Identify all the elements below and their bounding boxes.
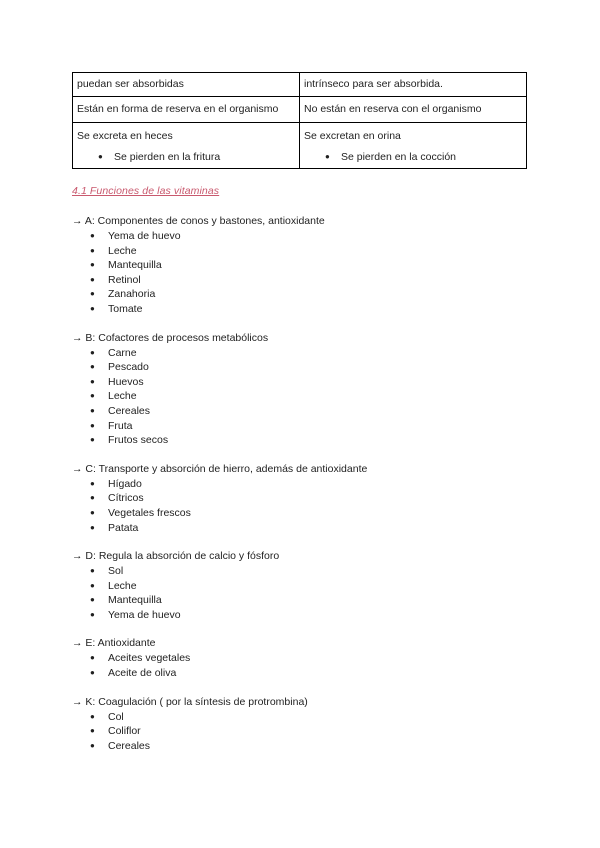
- list-item: [72, 287, 532, 302]
- list-item: [72, 433, 532, 448]
- list-item-text: Huevos: [108, 375, 144, 388]
- bullet-icon: ●: [90, 609, 95, 619]
- list-item: [72, 651, 532, 666]
- food-list: [72, 710, 532, 754]
- bullet-icon: ●: [90, 289, 95, 299]
- list-item-text: Mantequilla: [108, 259, 162, 272]
- bullet-icon: ●: [90, 668, 95, 678]
- bullet-icon: ●: [90, 740, 95, 750]
- list-item-text: Yema de huevo: [108, 230, 181, 242]
- list-item-text: Carne: [108, 346, 137, 359]
- bullet-icon: ●: [90, 653, 95, 663]
- list-item-text: Patata: [108, 521, 139, 534]
- cell-text: Se excretan en orina: [304, 130, 401, 142]
- list-item-text: Yema de huevo: [108, 608, 181, 621]
- list-item-text: Vegetales frescos: [108, 506, 191, 519]
- list-item: [72, 710, 532, 725]
- list-item: [72, 404, 532, 419]
- list-item-text: Col: [108, 710, 124, 723]
- bullet-icon: ●: [90, 231, 95, 240]
- list-item: [72, 724, 532, 739]
- bullet-icon: ●: [90, 435, 95, 445]
- table-row: [73, 73, 527, 97]
- list-item: [72, 521, 532, 536]
- vitamin-heading: → K: Coagulación ( por la síntesis de protrombina): [72, 695, 308, 708]
- vitamin-heading: → E: Antioxidante: [72, 637, 156, 650]
- list-item-text: Fruta: [108, 419, 133, 432]
- list-item: [72, 579, 532, 594]
- list-item-text: Mantequilla: [108, 594, 162, 607]
- list-item-text: Hígado: [108, 477, 142, 490]
- list-item: [72, 491, 532, 506]
- list-item-text: Retinol: [108, 273, 141, 286]
- bullet-icon: ●: [90, 303, 95, 313]
- list-item: [72, 258, 532, 273]
- cell-bullet-item: [77, 149, 295, 165]
- vitamin-heading: → A: Componentes de conos y bastones, antioxidante: [72, 215, 325, 227]
- list-item: [72, 477, 532, 492]
- vitamin-sections: [72, 214, 532, 767]
- vitamin-section: [72, 636, 532, 680]
- bullet-icon: ●: [90, 478, 95, 488]
- bullet-icon: ●: [90, 507, 95, 517]
- list-item-text: Cereales: [108, 739, 151, 752]
- list-item: [72, 229, 532, 244]
- list-item-text: Aceite de oliva: [108, 667, 177, 680]
- cell-bullet-text: Se pierden en la cocción: [341, 151, 456, 163]
- list-item-text: Leche: [108, 390, 137, 403]
- vitamin-heading: → C: Transporte y absorción de hierro, además de antioxidante: [72, 462, 368, 475]
- list-item: [72, 389, 532, 404]
- bullet-icon: ●: [90, 347, 95, 357]
- bullet-icon: ●: [90, 580, 95, 590]
- table-cell: No están en reserva con el organismo: [300, 97, 527, 123]
- bullet-icon: ●: [90, 420, 95, 430]
- list-item: [72, 608, 532, 623]
- vitamin-heading: → B: Cofactores de procesos metabólicos: [72, 331, 269, 344]
- table-row: [73, 97, 527, 123]
- list-item-text: Tomate: [108, 302, 143, 315]
- food-list: [72, 229, 532, 317]
- list-item-text: Cítricos: [108, 492, 144, 505]
- food-list: [72, 346, 532, 448]
- table-cell: [73, 123, 300, 169]
- list-item: [72, 666, 532, 681]
- bullet-icon: ●: [90, 362, 95, 372]
- list-item-text: Frutos secos: [108, 434, 169, 447]
- list-item: [72, 273, 532, 288]
- vitamin-section: [72, 695, 532, 754]
- list-item-text: Pescado: [108, 361, 149, 374]
- bullet-icon: ●: [90, 376, 95, 386]
- list-item-text: Coliflor: [108, 725, 141, 738]
- bullet-icon: ●: [90, 405, 95, 415]
- bullet-icon: ●: [98, 152, 103, 161]
- vitamin-section: [72, 214, 532, 317]
- list-item: [72, 244, 532, 259]
- list-item: [72, 346, 532, 361]
- list-item: [72, 302, 532, 317]
- bullet-icon: ●: [90, 522, 95, 532]
- bullet-icon: ●: [90, 260, 95, 270]
- cell-bullet-item: [304, 149, 522, 165]
- bullet-icon: ●: [90, 274, 95, 284]
- list-item-text: Sol: [108, 565, 124, 578]
- bullet-icon: ●: [90, 391, 95, 401]
- table-row: [73, 123, 527, 169]
- vitamin-section: [72, 331, 532, 448]
- list-item-text: Leche: [108, 579, 137, 592]
- bullet-icon: ●: [90, 726, 95, 736]
- comparison-table: [72, 72, 527, 169]
- vitamin-heading: → D: Regula la absorción de calcio y fósforo: [72, 550, 280, 563]
- list-item: [72, 564, 532, 579]
- list-item: [72, 375, 532, 390]
- list-item-text: Cereales: [108, 404, 151, 417]
- section-subheading-link[interactable]: 4.1 Funciones de las vitaminas: [72, 185, 220, 197]
- table-cell: intrínseco para ser absorbida.: [300, 73, 527, 97]
- cell-bullet-text: Se pierden en la fritura: [114, 151, 221, 163]
- bullet-icon: ●: [90, 595, 95, 605]
- list-item: [72, 360, 532, 375]
- list-item: [72, 739, 532, 754]
- bullet-icon: ●: [325, 152, 330, 161]
- list-item: [72, 506, 532, 521]
- table-cell: puedan ser absorbidas: [73, 73, 300, 97]
- bullet-icon: ●: [90, 711, 95, 721]
- cell-text: Se excreta en heces: [77, 130, 173, 142]
- food-list: [72, 564, 532, 622]
- bullet-icon: ●: [90, 245, 95, 255]
- bullet-icon: ●: [90, 566, 95, 576]
- list-item-text: Aceites vegetales: [108, 652, 191, 665]
- list-item-text: Leche: [108, 244, 137, 257]
- table-cell: [300, 123, 527, 169]
- food-list: [72, 477, 532, 535]
- table-cell: Están en forma de reserva en el organismo: [73, 97, 300, 123]
- bullet-icon: ●: [90, 493, 95, 503]
- food-list: [72, 651, 532, 680]
- vitamin-section: [72, 462, 532, 535]
- list-item: [72, 419, 532, 434]
- list-item: [72, 593, 532, 608]
- vitamin-section: [72, 549, 532, 622]
- list-item-text: Zanahoria: [108, 288, 156, 301]
